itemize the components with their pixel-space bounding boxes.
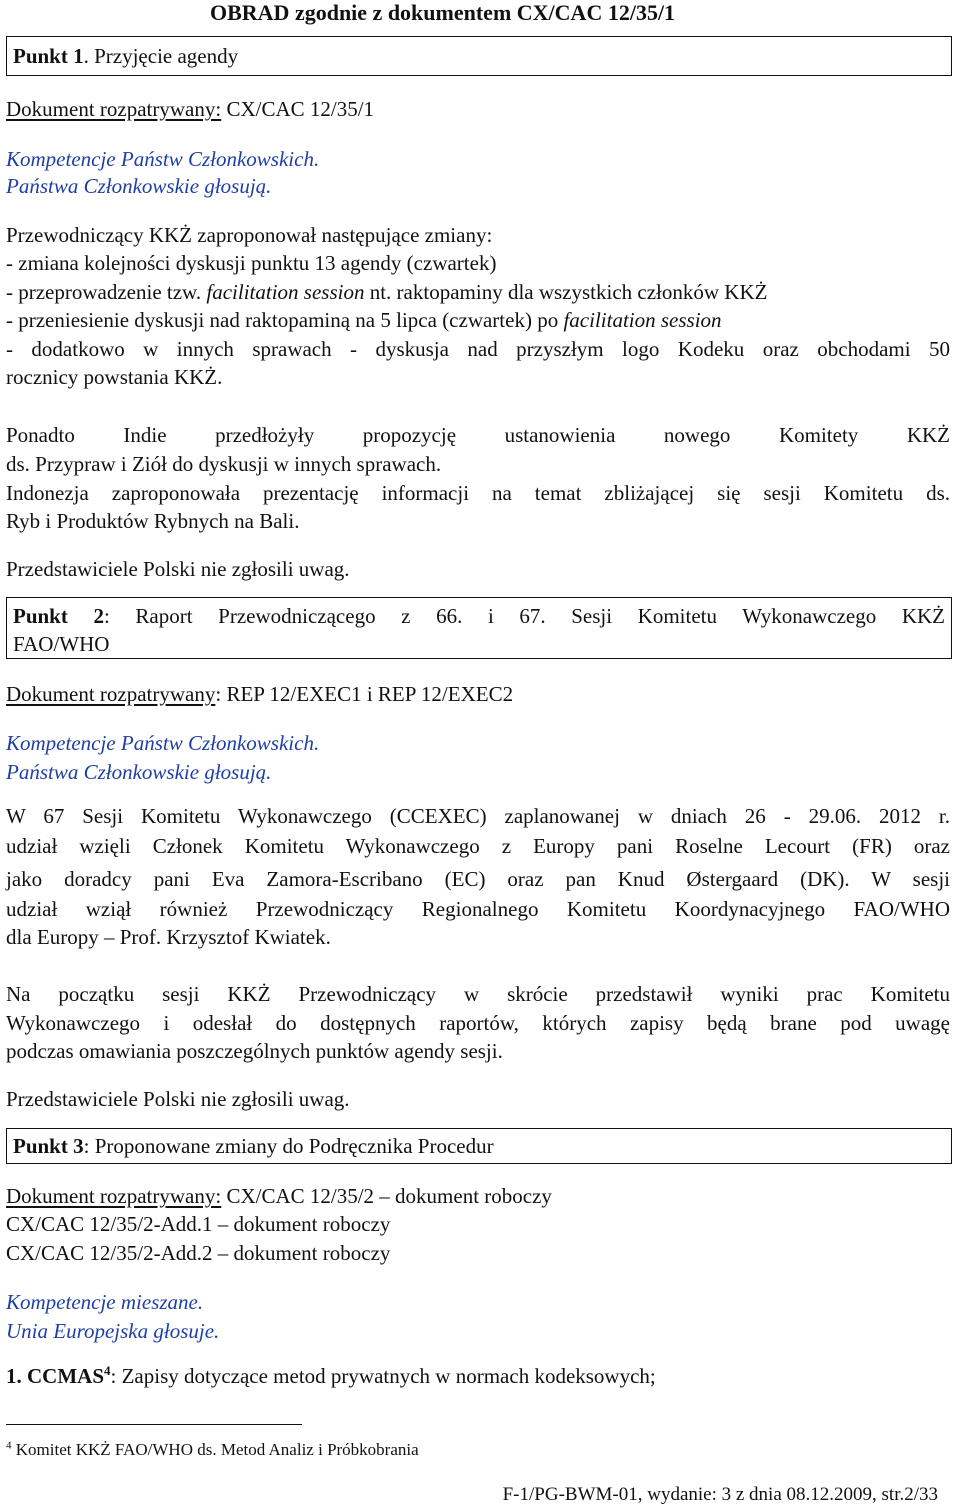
point2-document: Dokument rozpatrywany: REP 12/EXEC1 i REP 12/EXEC2 bbox=[6, 682, 514, 706]
point2-heading-line2: FAO/WHO bbox=[13, 632, 110, 656]
point2-para1-line: udział wziął również Przewodniczący Regionalnego Komitetu Koordynacyjnego FAO/WHO bbox=[6, 897, 950, 921]
point1-text-line: - dodatkowo w innych sprawach - dyskusja nad przyszłym logo Kodeku oraz obchodami 50 bbox=[6, 337, 950, 361]
point2-heading: Punkt 2: Raport Przewodniczącego z 66. i 67. Sesji Komitetu Wykonawczego KKŻ bbox=[13, 604, 945, 628]
point2-para2-line: podczas omawiania poszczególnych punktów agendy sesji. bbox=[6, 1039, 503, 1063]
point3-voting: Unia Europejska głosuje. bbox=[6, 1319, 220, 1343]
point2-poland-note: Przedstawiciele Polski nie zgłosili uwag. bbox=[6, 1087, 350, 1111]
document-title: OBRAD zgodnie z dokumentem CX/CAC 12/35/1 bbox=[210, 0, 676, 25]
page-footer: F-1/PG-BWM-01, wydanie: 3 z dnia 08.12.2009, str.2/33 bbox=[502, 1484, 938, 1505]
point3-heading: Punkt 3: Proponowane zmiany do Podręcznika Procedur bbox=[13, 1134, 494, 1158]
point2-voting: Państwa Członkowskie głosują. bbox=[6, 760, 272, 784]
point1-document: Dokument rozpatrywany: CX/CAC 12/35/1 bbox=[6, 97, 375, 121]
point3-heading-box bbox=[6, 1128, 952, 1164]
point1-text-line: rocznicy powstania KKŻ. bbox=[6, 365, 223, 389]
point1-text-line: Przewodniczący KKŻ zaproponował następujące zmiany: bbox=[6, 223, 493, 247]
point1-heading: Punkt 1. Przyjęcie agendy bbox=[13, 44, 239, 68]
point3-document: Dokument rozpatrywany: CX/CAC 12/35/2 – dokument roboczy bbox=[6, 1184, 552, 1208]
point2-heading-box bbox=[6, 597, 952, 659]
point2-competence: Kompetencje Państw Członkowskich. bbox=[6, 731, 320, 755]
point2-para1-line: jako doradcy pani Eva Zamora-Escribano (EC) oraz pan Knud Østergaard (DK). W sesji bbox=[6, 867, 950, 891]
point1-text-line: - zmiana kolejności dyskusji punktu 13 agendy (czwartek) bbox=[6, 251, 497, 275]
point3-competence: Kompetencje mieszane. bbox=[6, 1290, 204, 1314]
point1-text-line: - przeniesienie dyskusji nad raktopaminą na 5 lipca (czwartek) po facilitation session bbox=[6, 308, 722, 332]
point1-text-line: - przeprowadzenie tzw. facilitation session nt. raktopaminy dla wszystkich członków KKŻ bbox=[6, 280, 768, 304]
point2-para1-line: dla Europy – Prof. Krzysztof Kwiatek. bbox=[6, 925, 331, 949]
point1-para2-line: Indonezja zaproponowała prezentację informacji na temat zbliżającej się sesji Komitetu ds. bbox=[6, 481, 950, 505]
point1-para2-line: Ryb i Produktów Rybnych na Bali. bbox=[6, 509, 300, 533]
point1-heading-box bbox=[6, 36, 952, 76]
point2-para1-line: W 67 Sesji Komitetu Wykonawczego (CCEXEC) zaplanowanej w dniach 26 - 29.06. 2012 r. bbox=[6, 804, 950, 828]
point1-para2-line: Ponadto Indie przedłożyły propozycję ustanowienia nowego Komitety KKŻ bbox=[6, 423, 950, 447]
footnote-separator bbox=[6, 1424, 302, 1425]
point3-document-add1: CX/CAC 12/35/2-Add.1 – dokument roboczy bbox=[6, 1212, 391, 1236]
point2-para2-line: Wykonawczego i odesłał do dostępnych raportów, których zapisy będą brane pod uwagę bbox=[6, 1011, 950, 1035]
point1-poland-note: Przedstawiciele Polski nie zgłosili uwag. bbox=[6, 557, 350, 581]
point1-para2-line: ds. Przypraw i Ziół do dyskusji w innych sprawach. bbox=[6, 452, 442, 476]
point1-competence: Kompetencje Państw Członkowskich. bbox=[6, 147, 320, 171]
point3-document-add2: CX/CAC 12/35/2-Add.2 – dokument roboczy bbox=[6, 1241, 391, 1265]
point1-voting: Państwa Członkowskie głosują. bbox=[6, 174, 272, 198]
footnote: $^4$ Komitet KKŻ FAO/WHO ds. Metod Analiz i Próbkobrania bbox=[6, 1439, 419, 1459]
point2-para1-line: udział wzięli Członek Komitetu Wykonawczego z Europy pani Roselne Lecourt (FR) oraz bbox=[6, 834, 950, 858]
point2-para2-line: Na początku sesji KKŻ Przewodniczący w skrócie przedstawił wyniki prac Komitetu bbox=[6, 982, 950, 1006]
point3-item-1: 1. CCMAS$^4$: Zapisy dotyczące metod prywatnych w normach kodeksowych; bbox=[6, 1363, 656, 1388]
